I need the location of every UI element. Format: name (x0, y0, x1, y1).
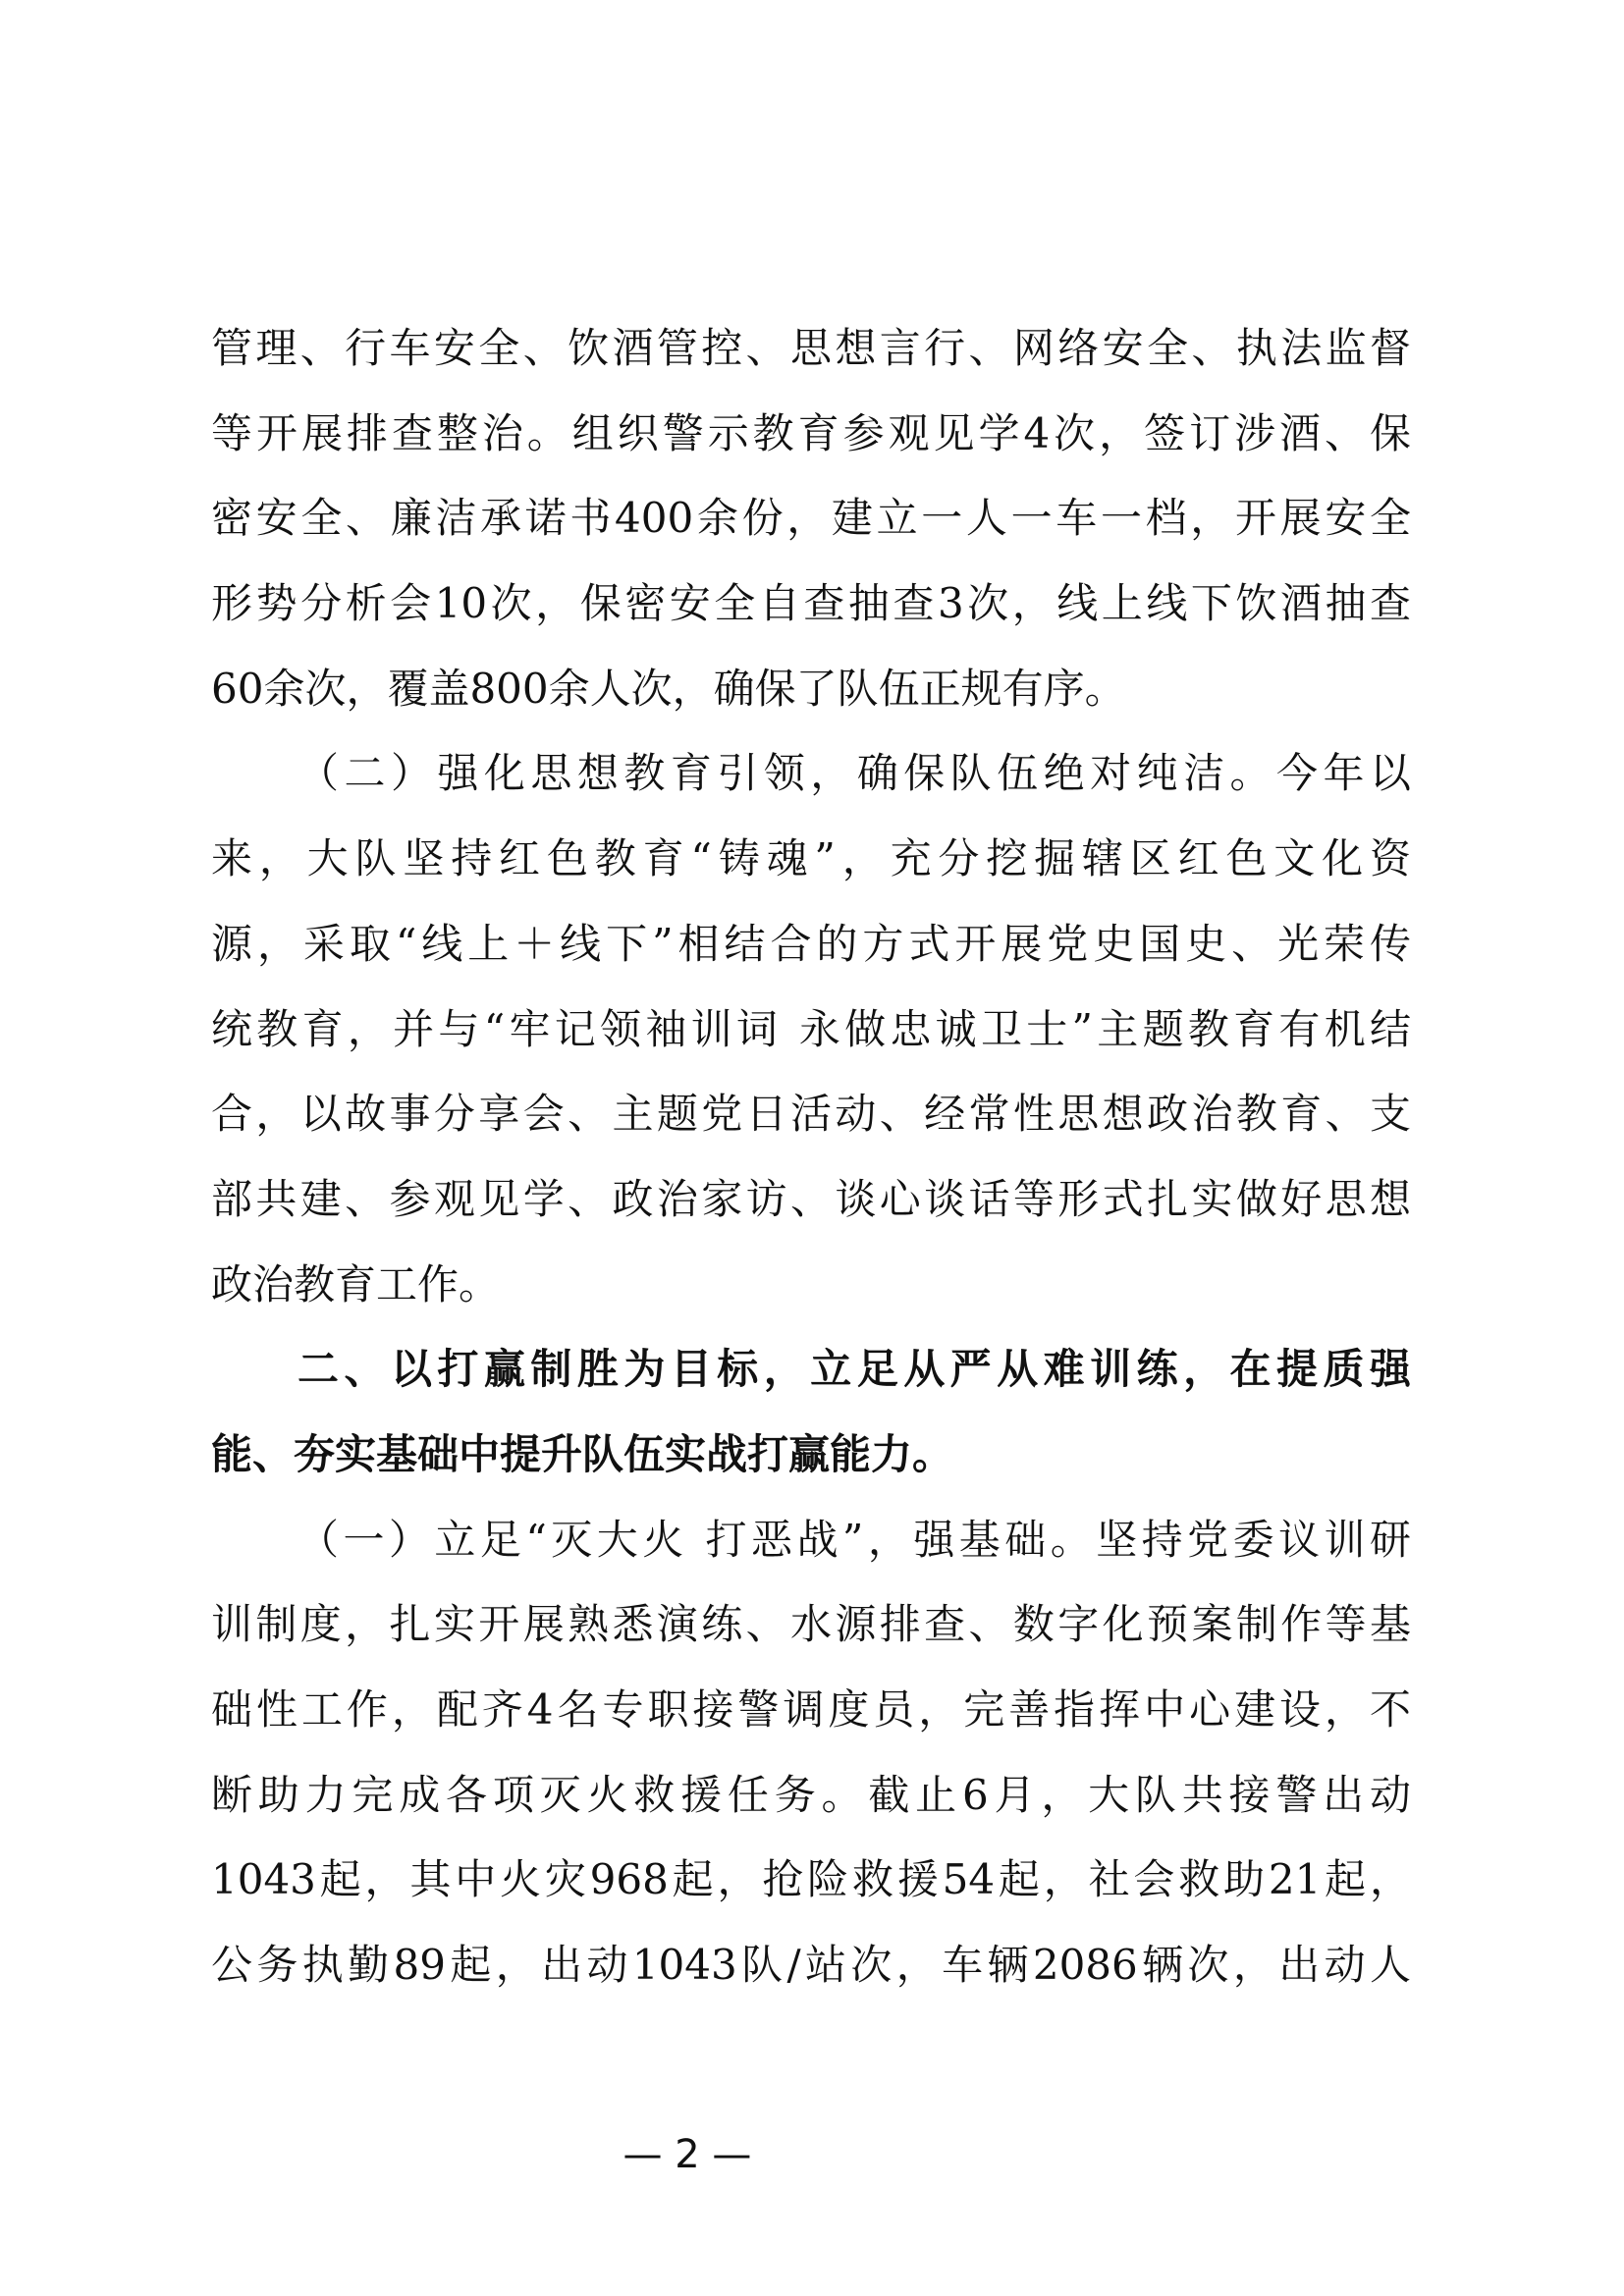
text-line: 来，大队坚持红色教育“铸魂”，充分挖掘辖区红色文化资 (211, 834, 1411, 883)
text-line: 形势分析会10次，保密安全自查抽查3次，线上线下饮酒抽查 (211, 579, 1411, 628)
text-line: 60余次，覆盖800余人次，确保了队伍正规有序。 (211, 664, 1126, 713)
text-line: 等开展排查整治。组织警示教育参观见学4次，签订涉酒、保 (211, 408, 1411, 457)
text-line: 源，采取“线上＋线下”相结合的方式开展党史国史、光荣传 (211, 919, 1411, 968)
paragraph-firefighting-basics (211, 1498, 1411, 2008)
text-line: 部共建、参观见学、政治家访、谈心谈话等形式扎实做好思想 (211, 1174, 1411, 1223)
section-heading-two (211, 1327, 1411, 1497)
text-line: 政治教育工作。 (211, 1259, 501, 1308)
text-line: 统教育，并与“牢记领袖训词 永做忠诚卫士”主题教育有机结 (211, 1004, 1411, 1053)
text-line: 合，以故事分享会、主题党日活动、经常性思想政治教育、支 (211, 1090, 1411, 1139)
paragraph-discipline-continued (211, 306, 1411, 731)
heading-line: 能、夯实基础中提升队伍实战打赢能力。 (211, 1429, 954, 1478)
text-line: 1043起，其中火灾968起，抢险救援54起，社会救助21起， (211, 1855, 1411, 1904)
heading-line: 二、以打赢制胜为目标，立足从严从难训练，在提质强 (298, 1345, 1411, 1394)
text-line: 密安全、廉洁承诺书400余份，建立一人一车一档，开展安全 (211, 494, 1411, 543)
paragraph-ideological-education (211, 731, 1411, 1327)
text-line: （一）立足“灭大火 打恶战”，强基础。坚持党委议训研 (298, 1515, 1411, 1564)
text-line: 训制度，扎实开展熟悉演练、水源排查、数字化预案制作等基 (211, 1600, 1411, 1649)
page-number: — 2 — (623, 2132, 752, 2177)
document-body (211, 306, 1411, 2008)
text-line: 管理、行车安全、饮酒管控、思想言行、网络安全、执法监督 (211, 324, 1411, 372)
text-line: （二）强化思想教育引领，确保队伍绝对纯洁。今年以 (298, 749, 1411, 798)
text-line: 断助力完成各项灭火救援任务。截止6月，大队共接警出动 (211, 1770, 1411, 1819)
text-line: 公务执勤89起，出动1043队/站次，车辆2086辆次，出动人 (211, 1941, 1411, 1990)
text-line: 础性工作，配齐4名专职接警调度员，完善指挥中心建设，不 (211, 1685, 1411, 1734)
